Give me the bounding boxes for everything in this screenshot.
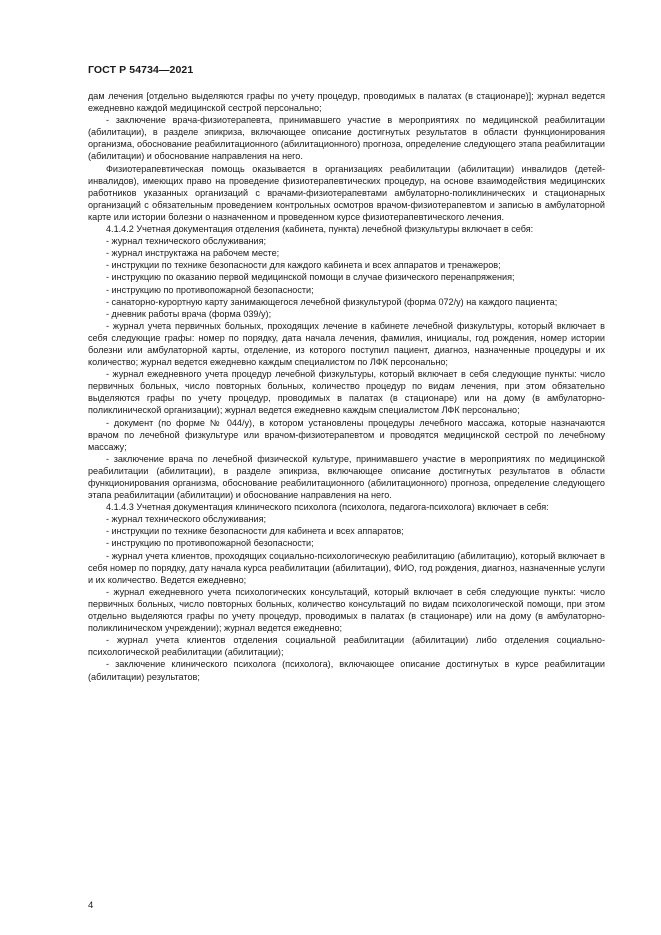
paragraph: - журнал ежедневного учета процедур лечебной физкультуры, который включает в себя следующие пункты: число первичных больных, число повторных больных, количество процедур по видам лечения, при этом обязательно выделяются графы по учету процедур, проводимых в палатах (в стационаре) или на дому (в амбулаторно-поликлинической организации); журнал ведется ежедневно каждым специалистом ЛФК персонально; xyxy=(88,369,605,416)
paragraph: - журнал учета клиентов, проходящих социально-психологическую реабилитацию (абилитацию), который включает в себя номер по порядку, дату начала курса реабилитации (абилитации), ФИО, год рождения, диагноз, назначенные услуги и их количество. Ведется ежедневно; xyxy=(88,550,605,585)
paragraph: - журнал технического обслуживания; xyxy=(106,236,267,247)
paragraph: - инструкцию по противопожарной безопасности; xyxy=(106,538,314,549)
paragraph: - инструкции по технике безопасности для кабинета и всех аппаратов; xyxy=(106,526,404,537)
paragraph: - журнал учета клиентов отделения социальной реабилитации (абилитации) либо отделения социально-психологической реабилитации (абилитации); xyxy=(88,635,605,658)
paragraph: - дневник работы врача (форма 039/у); xyxy=(106,308,272,319)
paragraph: - заключение врача по лечебной физической культуре, принимавшего участие в мероприятиях по медицинской реабилитации (абилитации), в разделе эпикриза, включающее описание достигнутых результатов в области функционирования организма, обоснование реабилитационного (абилитационного) прогноза, определение следующего этапа реабилитации (абилитации) и обоснование направления на него. xyxy=(88,453,605,501)
paragraph: - санаторно-курортную карту занимающегося лечебной физкультурой (форма 072/у) на каждого пациента; xyxy=(106,296,558,307)
paragraph: - журнал инструктажа на рабочем месте; xyxy=(106,248,280,259)
paragraph: - журнал технического обслуживания; xyxy=(106,514,267,525)
page-header: ГОСТ Р 54734—2021 xyxy=(88,64,194,76)
paragraph: - документ (по форме № 044/у), в котором установлены процедуры лечебного массажа, которые назначаются врачом по лечебной физкультуре или врачом-физиотерапевтом и проводятся медицинской сестрой по лечебному массажу; xyxy=(88,417,605,452)
paragraph: - инструкцию по оказанию первой медицинской помощи в случае физического перенапряжения; xyxy=(106,272,515,283)
paragraph: - журнал ежедневного учета психологических консультаций, который включает в себя следующие пункты: число первичных больных, число повторных больных, количество консультаций по видам психологической помощи, при этом отдельно выделяются графы по учету процедур, проводимых в палатах (в стационаре) или на дому (в амбулаторно-поликлиническом учреждении); журнал ведется ежедневно; xyxy=(88,586,605,634)
paragraph: - заключение врача-физиотерапевта, принимавшего участие в мероприятиях по медицинской реабилитации (абилитации), в разделе эпикриза, включающее описание достигнутых результатов в области функционирования организма, обоснование реабилитационного (абилитационного) прогноза, определение следующего этапа реабилитации (абилитации) и обоснование направления на него. xyxy=(88,115,605,162)
paragraph: 4.1.4.3 Учетная документация клинического психолога (психолога, педагога-психолога) включает в себя: xyxy=(106,502,549,513)
paragraph: - инструкцию по противопожарной безопасности; xyxy=(106,284,314,295)
paragraph: - заключение клинического психолога (психолога), включающее описание достигнутых в курсе реабилитации (абилитации) результатов; xyxy=(88,659,605,682)
paragraph: - журнал учета первичных больных, проходящих лечение в кабинете лечебной физкультуры, который включает в себя следующие графы: номер по порядку, дата начала лечения, фамилия, инициалы, год рождения, номер истории болезни или амбулаторной карты, отделение, из которого поступил пациент, диагноз, назначенные процедуры и их количество; журнал ведется ежедневно каждым специалистом по ЛФК персонально; xyxy=(88,320,605,368)
paragraph: - инструкции по технике безопасности для каждого кабинета и всех аппаратов и тренажеров; xyxy=(106,260,501,271)
page-number: 4 xyxy=(88,900,94,911)
paragraph: Физиотерапевтическая помощь оказывается в организациях реабилитации (абилитации) инвалидов (детей-инвалидов), имеющих право на проведение физиотерапевтических процедур, на основе взаимодействия медицинских работников указанных организаций с врачами-физиотерапевтами амбулаторно-поликлинических и стационарных организаций с обязательным проведением контрольных осмотров врачом-физиотерапевтом и записью в амбулаторной карте или истории болезни о назначенном и проведенном курсе физиотерапевтического лечения. xyxy=(88,163,605,222)
paragraph: дам лечения [отдельно выделяются графы по учету процедур, проводимых в палатах (в стационаре)]; журнал ведется ежедневно каждой медицинской сестрой персонально; xyxy=(88,91,605,114)
paragraph: 4.1.4.2 Учетная документация отделения (кабинета, пункта) лечебной физкультуры включает в себя: xyxy=(106,224,534,235)
document-body xyxy=(88,90,605,683)
